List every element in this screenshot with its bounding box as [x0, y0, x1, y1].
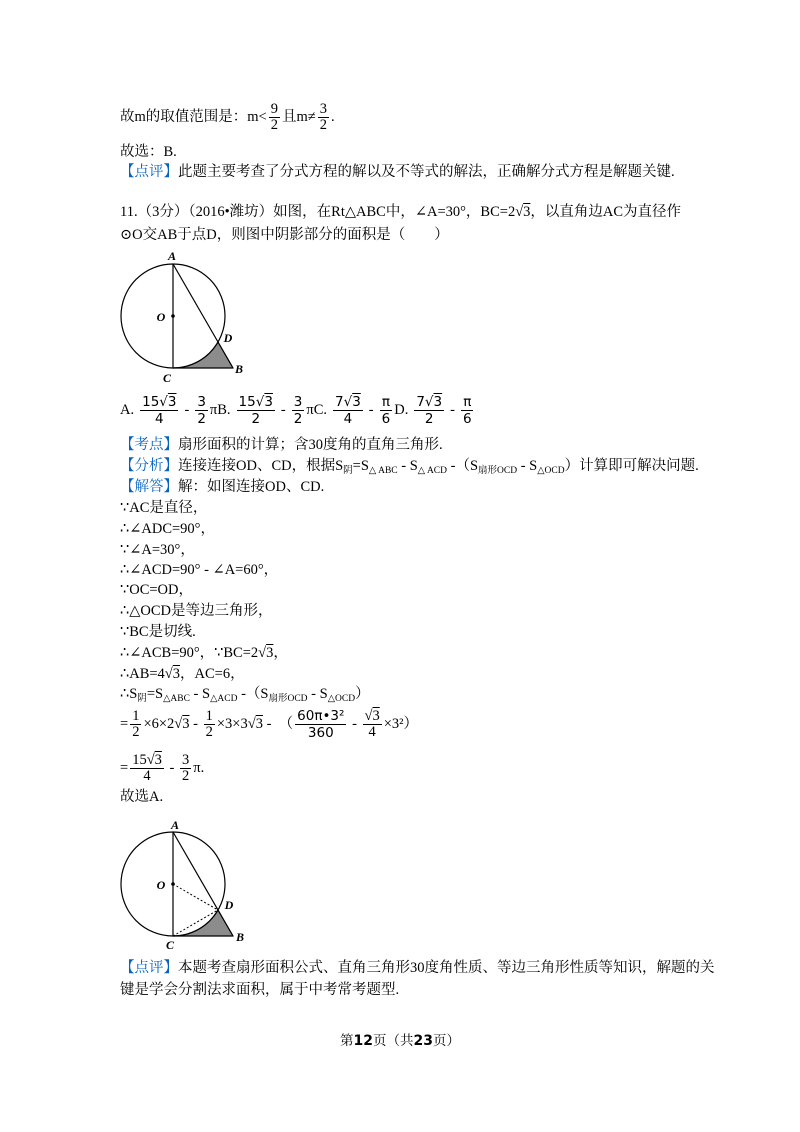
option-b-minus: -: [280, 402, 286, 418]
fraction-root3-over-4: [363, 709, 382, 740]
subscript: △OCD: [537, 466, 565, 476]
numerator: π: [381, 393, 390, 410]
conclusion-line: 故选A.: [120, 789, 164, 805]
subscript: △ABC: [163, 694, 190, 704]
expr-text: =S: [146, 686, 164, 702]
option-d-minus: -: [450, 402, 455, 418]
center-point: [171, 882, 175, 886]
dianping-line-2: 键是学会分割法求面积，属于中考常考题型.: [120, 982, 400, 998]
expr-text: -（S: [237, 686, 269, 702]
denominator: 6: [462, 410, 472, 427]
formula-text: ×3×3√3 - （: [216, 716, 294, 732]
denominator: 2: [270, 116, 278, 133]
label-o: O: [156, 310, 166, 324]
range-text-pre: 故m的取值范围是：m<: [120, 109, 267, 125]
fenxi-text: ）计算即可解决问题.: [564, 458, 699, 474]
numerator: 3: [197, 393, 206, 410]
subscript: 阴: [343, 466, 353, 476]
radicand: 3: [264, 393, 273, 410]
step-line: ∴∠ACD=90° - ∠A=60°，: [120, 562, 279, 578]
denominator: 2: [319, 116, 327, 133]
option-a-fraction-1: [140, 394, 178, 427]
page-footer: [0, 1031, 800, 1051]
step-line: ∵AC是直径，: [120, 500, 208, 516]
formula-line: [120, 706, 418, 742]
subscript: △ ACD: [417, 466, 447, 476]
option-c-minus: -: [368, 402, 374, 418]
numerator: 15√3: [142, 393, 177, 410]
shaded-region: [173, 342, 233, 368]
denominator: 4: [143, 767, 151, 784]
numerator: 1: [205, 707, 213, 724]
shaded-region: [173, 910, 233, 936]
radicand: 3: [372, 707, 380, 724]
numerator: 9: [270, 100, 278, 117]
center-point: [171, 314, 175, 318]
option-b-fraction-1: [237, 394, 275, 427]
radicand: 3: [255, 716, 263, 732]
fraction-three-halves: [318, 102, 329, 133]
footer-text: 页（共: [373, 1033, 414, 1048]
step-line: ∵BC是切线.: [120, 624, 196, 640]
radicand: 3: [352, 393, 361, 410]
numerator: 1: [132, 707, 140, 724]
prev-review-line: [120, 162, 675, 182]
numerator: 3: [293, 393, 303, 410]
numerator: √3: [364, 707, 380, 724]
fraction-nine-halves: [269, 102, 280, 133]
option-a-pi: π: [209, 402, 218, 418]
option-d-fraction-1: [414, 394, 444, 427]
kaodian-line: [120, 435, 443, 455]
label-c: C: [165, 938, 175, 952]
dianping-tag: 【点评】: [120, 960, 178, 976]
denominator: 6: [381, 410, 391, 427]
jieda-line: [120, 477, 324, 497]
label-o: O: [156, 878, 166, 892]
numerator: 3: [319, 100, 327, 117]
numerator: 15√3: [132, 751, 162, 768]
step-line: ∴△OCD是等边三角形，: [120, 603, 273, 619]
radicand: 3: [433, 393, 443, 410]
denominator: 2: [293, 410, 303, 427]
subscript: △OCD: [327, 694, 356, 704]
numerator: 3: [182, 751, 190, 768]
label-d: D: [223, 331, 233, 345]
footer-text: 第: [340, 1033, 354, 1048]
range-text-mid: 且m≠: [281, 109, 316, 125]
step-line: ∵∠A=30°，: [120, 542, 195, 558]
step-line: ∴AB=4√3，AC=6，: [120, 666, 245, 682]
radicand: 3: [172, 666, 181, 682]
option-b-pi: π: [306, 402, 314, 418]
fraction-result-1: [130, 753, 164, 784]
fenxi-text: =S: [352, 458, 369, 474]
fraction-half: [204, 709, 215, 740]
kaodian-text: 扇形面积的计算；含30度角的直角三角形.: [178, 437, 443, 453]
question-figure: [110, 245, 255, 387]
fenxi-text: - S: [517, 458, 538, 474]
dotted-segment-od: [173, 884, 218, 910]
formula-text: ×6×2√3 -: [143, 716, 202, 732]
total-page-number: 23: [413, 1033, 433, 1049]
step-line: ∵OC=OD，: [120, 582, 193, 598]
denominator: 4: [343, 410, 353, 427]
current-page-number: 12: [353, 1033, 373, 1049]
denominator: 4: [368, 723, 376, 740]
numerator: 60π•3²: [297, 707, 345, 724]
range-line: [120, 100, 335, 134]
prev-choice-line: 故选：B.: [120, 144, 177, 160]
dianping-text: 本题考查扇形面积公式、直角三角形30度角性质、等边三角形性质等知识，解题的关: [178, 960, 715, 976]
numerator: π: [463, 393, 472, 410]
label-a: A: [167, 249, 177, 263]
option-a-minus: -: [184, 402, 190, 418]
radicand: 3: [182, 716, 190, 732]
result-text: -: [165, 760, 178, 776]
denominator: 2: [132, 723, 140, 740]
option-c-fraction-1: [333, 394, 363, 427]
denominator: 2: [197, 410, 206, 427]
denominator: 4: [155, 410, 164, 427]
option-b-fraction-2: [292, 394, 305, 427]
expr-text: ∴S: [120, 686, 138, 702]
segment-ab: [173, 832, 233, 936]
option-a-label: A.: [120, 402, 135, 418]
option-a-fraction-2: [195, 394, 208, 427]
step-line: ∴∠ACB=90°，∵BC=2√3，: [120, 645, 288, 661]
option-c-fraction-2: [380, 394, 393, 427]
fraction-sector-area: [295, 708, 346, 741]
denominator: 2: [182, 767, 190, 784]
radicand: 3: [523, 204, 531, 220]
expr-text: - S: [189, 686, 211, 702]
step-line: ∴∠ADC=90°，: [120, 521, 215, 537]
subscript: 扇形OCD: [478, 466, 518, 476]
formula-text: ×3²）: [383, 716, 419, 732]
radicand: 3: [154, 751, 162, 768]
fenxi-text: - S: [397, 458, 418, 474]
subscript: △ACD: [210, 694, 238, 704]
fenxi-tag: 【分析】: [120, 458, 178, 474]
fraction-result-2: [180, 753, 191, 784]
segment-ab: [173, 264, 233, 368]
fenxi-text: 连接连接OD、CD，根据S: [178, 458, 344, 474]
jieda-tag: 【解答】: [120, 479, 178, 495]
result-line: [120, 750, 204, 786]
denominator: 2: [251, 410, 261, 427]
numerator: 15√3: [238, 393, 273, 410]
option-b-label: B.: [217, 402, 231, 418]
options-line: [120, 392, 476, 428]
subscript: △ ABC: [368, 466, 398, 476]
radicand: 3: [266, 645, 274, 661]
expr-text: ）: [355, 686, 370, 702]
question-line-1: 11.（3分）（2016•潍坊）如图，在Rt△ABC中，∠A=30°，BC=2√3，以直角边AC为直径作: [120, 204, 682, 220]
option-d-label: D.: [394, 402, 409, 418]
denominator: 2: [424, 410, 434, 427]
formula-text: -: [348, 716, 361, 732]
equals-sign: =: [120, 716, 129, 732]
numerator: 7√3: [416, 393, 443, 410]
footer-text: 页）: [432, 1033, 460, 1048]
question-line-2: ⊙O交AB于点D，则图中阴影部分的面积是（ ）: [120, 227, 449, 243]
subscript: 扇形OCD: [268, 694, 308, 704]
radicand: 3: [167, 393, 177, 410]
fenxi-text: -（S: [447, 458, 479, 474]
solution-figure: [110, 812, 255, 954]
label-c: C: [162, 371, 172, 385]
fraction-half: [130, 709, 141, 740]
numerator: 7√3: [334, 393, 361, 410]
dianping-line-1: [120, 958, 715, 978]
result-text: π.: [193, 760, 205, 776]
label-a: A: [170, 818, 180, 832]
kaodian-tag: 【考点】: [120, 437, 178, 453]
expr-text: - S: [307, 686, 328, 702]
review-tag: 【点评】: [120, 164, 178, 180]
label-b: B: [234, 362, 244, 376]
option-d-fraction-2: [461, 394, 474, 427]
jieda-text: 解：如图连接OD、CD.: [178, 479, 325, 495]
label-d: D: [224, 898, 234, 912]
option-c-label: C.: [313, 402, 327, 418]
denominator: 360: [307, 724, 334, 741]
denominator: 2: [205, 723, 213, 740]
equals-sign: =: [120, 760, 129, 776]
review-text: 此题主要考查了分式方程的解以及不等式的解法，正确解分式方程是解题关键.: [178, 164, 675, 180]
label-b: B: [235, 930, 245, 944]
subscript: 阴: [137, 694, 147, 704]
range-text-post: .: [330, 109, 335, 125]
